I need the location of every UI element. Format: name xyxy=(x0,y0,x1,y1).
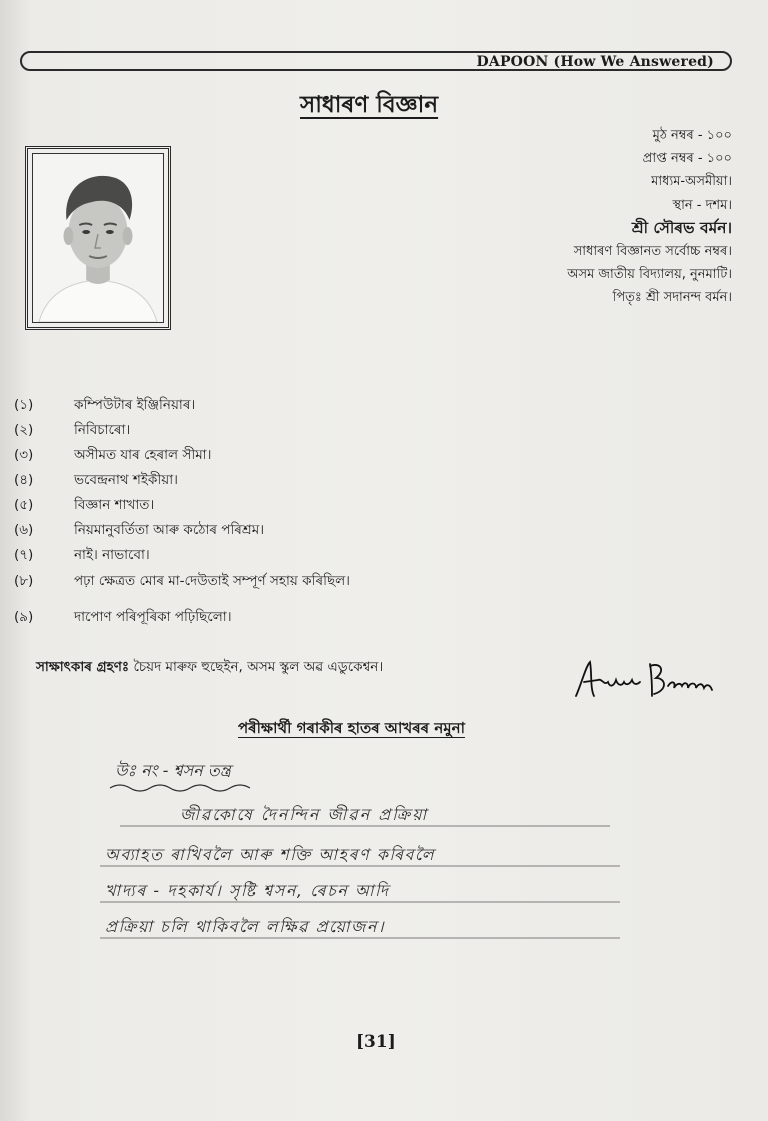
student-photo-frame xyxy=(25,146,171,330)
answer-text: নিবিচাৰো। xyxy=(74,422,131,438)
handwriting-line-1: উঃ নং - শ্বসন তন্ত্ৰ xyxy=(115,761,231,780)
answer-text: কম্পিউটাৰ ইঞ্জিনিয়াৰ। xyxy=(74,397,196,413)
medium: মাধ্যম-অসমীয়া। xyxy=(651,174,732,190)
page-title: সাধাৰণ বিজ্ঞান xyxy=(300,92,439,118)
answer-number: (১) xyxy=(14,397,34,413)
answer-text: পঢ়া ক্ষেত্ৰত মোৰ মা-দেউতাই সম্পূৰ্ণ সহায় কৰিছিল। xyxy=(74,573,351,589)
interview-value: চৈয়দ মাৰুফ হুছেইন, অসম স্কুল অৱ এডুকেশ্বন। xyxy=(133,659,384,675)
answer-text: বিজ্ঞান শাখাত। xyxy=(74,497,155,513)
student-signature xyxy=(568,652,718,712)
interview-credit xyxy=(36,656,383,679)
student-portrait-image xyxy=(33,154,163,322)
handwriting-line-5: প্ৰক্ৰিয়া চলি থাকিবলৈ লক্ষিৱ প্ৰয়োজন। xyxy=(105,917,386,936)
total-marks: মুঠ নম্বৰ - ১০০ xyxy=(652,128,732,143)
answer-number: (৯) xyxy=(14,609,34,625)
student-info xyxy=(567,124,732,310)
answer-text: নিয়মানুবৰ্তিতা আৰু কঠোৰ পৰিশ্ৰম। xyxy=(74,522,265,538)
answer-number: (৪) xyxy=(14,472,34,488)
answer-number: (৭) xyxy=(14,547,34,563)
distinction: সাধাৰণ বিজ্ঞানত সৰ্বোচ্চ নম্বৰ। xyxy=(573,244,732,260)
answer-text: দাপোণ পৰিপূৰিকা পঢ়িছিলো। xyxy=(74,609,232,625)
header-bar xyxy=(20,51,732,71)
handwriting-line-3: অব্যাহত ৰাখিবলৈ আৰু শক্তি আহৰণ কৰিবলৈ xyxy=(105,845,436,864)
publication-title: DAPOON (How We Answered) xyxy=(476,54,714,70)
father-name: পিতৃঃ শ্ৰী সদানন্দ বৰ্মন। xyxy=(612,290,732,306)
page-number: [31] xyxy=(356,1032,396,1052)
handwriting-sample xyxy=(100,748,640,948)
interview-label: সাক্ষাৎকাৰ গ্ৰহণঃ xyxy=(36,659,130,675)
answer-text: ভবেন্দ্ৰনাথ শইকীয়া। xyxy=(74,472,178,488)
handwriting-sample-title: পৰীক্ষাৰ্থী গৰাকীৰ হাতৰ আখৰৰ নমুনা xyxy=(238,719,465,737)
student-photo xyxy=(32,153,164,323)
rank: স্থান - দশম। xyxy=(672,197,732,213)
handwriting-line-2: জীৱকোষে দৈনন্দিন জীৱন প্ৰক্ৰিয়া xyxy=(180,805,429,824)
answer-text: নাই। নাভাবো। xyxy=(74,547,150,563)
answer-number: (৩) xyxy=(14,447,34,463)
answer-number: (৫) xyxy=(14,497,34,513)
handwriting-line-4: খাদ্যৰ - দহকাৰ্য। সৃষ্টি শ্বসন, ৰেচন আদি xyxy=(105,881,390,900)
student-name: শ্ৰী সৌৰভ বৰ্মন। xyxy=(631,218,732,237)
answer-number: (৬) xyxy=(14,522,34,538)
school: অসম জাতীয় বিদ্যালয়, নুনমাটি। xyxy=(567,267,732,283)
marks-obtained: প্ৰাপ্ত নম্বৰ - ১০০ xyxy=(642,151,732,167)
answer-number: (৮) xyxy=(14,573,34,589)
answer-text: অসীমত যাৰ হেৰাল সীমা। xyxy=(74,447,212,463)
answer-number: (২) xyxy=(14,422,34,438)
